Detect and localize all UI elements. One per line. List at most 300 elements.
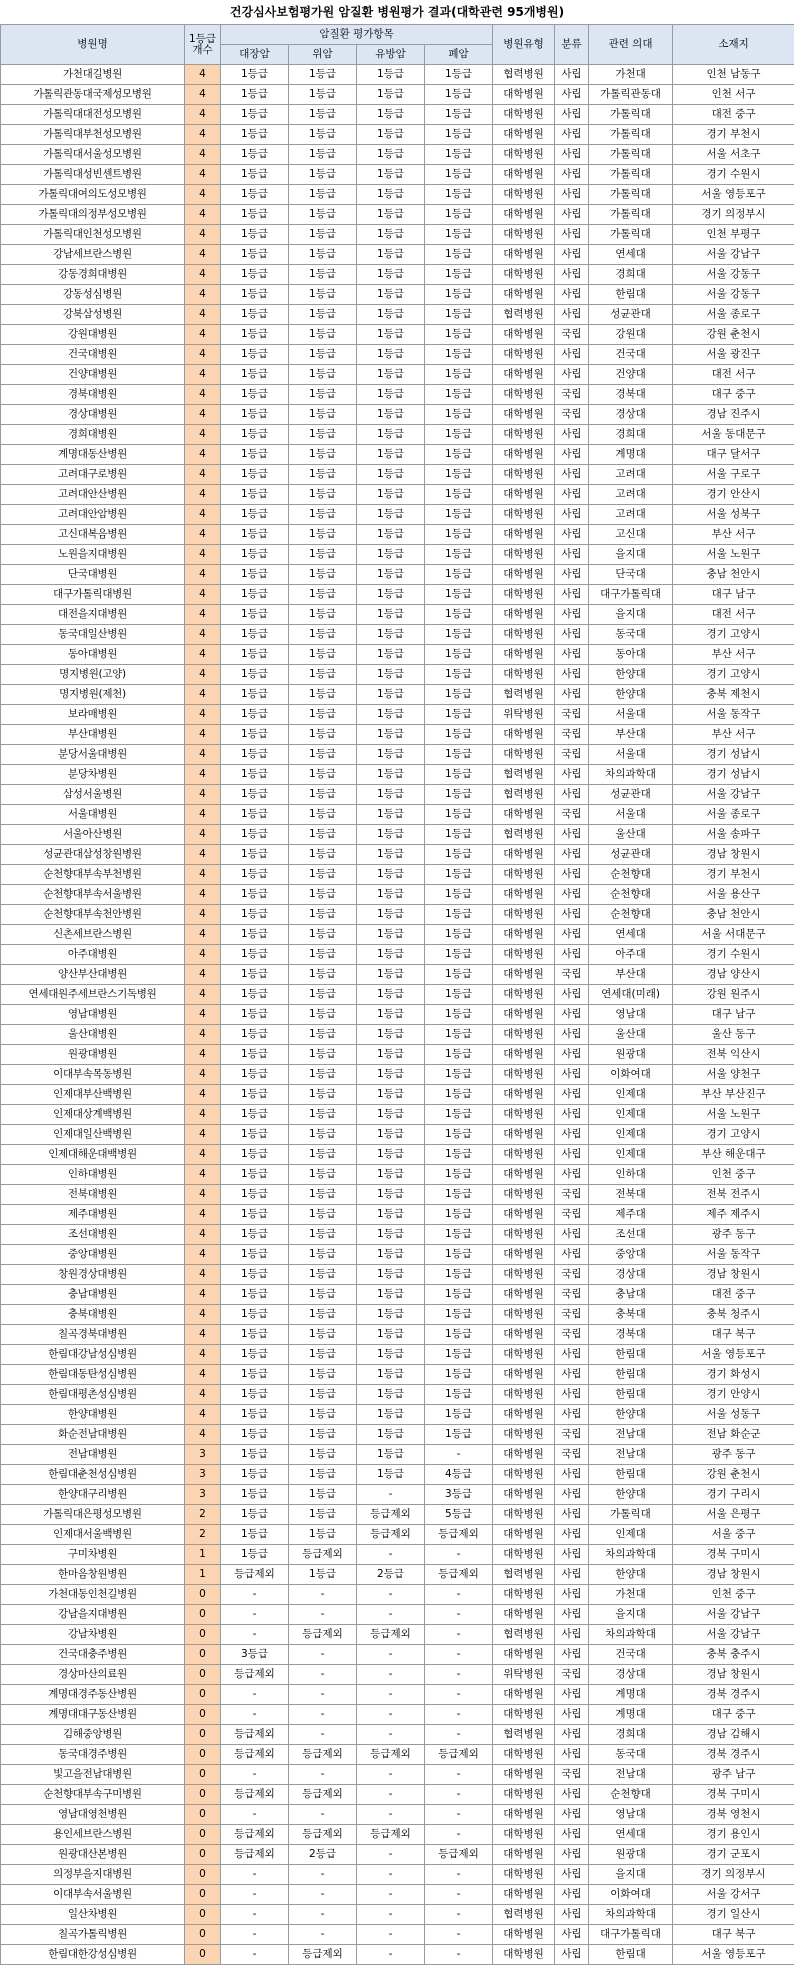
breast-grade-cell: - <box>357 1665 425 1685</box>
location-cell: 대구 북구 <box>673 1325 794 1345</box>
location-cell: 서울 강남구 <box>673 785 794 805</box>
hospital-name-cell: 한림대한강성심병원 <box>1 1945 185 1965</box>
lung-grade-cell: 1등급 <box>425 105 493 125</box>
grade1-count-cell: 4 <box>185 545 221 565</box>
colon-grade-cell: 1등급 <box>221 785 289 805</box>
location-cell: 광주 동구 <box>673 1225 794 1245</box>
grade1-count-cell: 0 <box>185 1625 221 1645</box>
location-cell: 경북 경주시 <box>673 1685 794 1705</box>
lung-grade-cell: 1등급 <box>425 225 493 245</box>
hospital-type-cell: 대학병원 <box>493 105 555 125</box>
stomach-grade-cell: 1등급 <box>289 285 357 305</box>
stomach-grade-cell: 1등급 <box>289 1445 357 1465</box>
grade1-count-cell: 4 <box>185 1425 221 1445</box>
location-cell: 경기 안양시 <box>673 1385 794 1405</box>
hospital-name-cell: 가천대동인천길병원 <box>1 1585 185 1605</box>
breast-grade-cell: - <box>357 1945 425 1965</box>
grade1-count-cell: 4 <box>185 1285 221 1305</box>
stomach-grade-cell: 1등급 <box>289 805 357 825</box>
table-row <box>1 1185 794 1205</box>
lung-grade-cell: 1등급 <box>425 705 493 725</box>
lung-grade-cell: 1등급 <box>425 725 493 745</box>
grade1-count-cell: 0 <box>185 1945 221 1965</box>
category-cell: 사립 <box>555 205 589 225</box>
breast-grade-cell: - <box>357 1585 425 1605</box>
lung-grade-cell: 1등급 <box>425 1145 493 1165</box>
related-college-cell: 경희대 <box>589 265 673 285</box>
hospital-name-cell: 보라매병원 <box>1 705 185 725</box>
breast-grade-cell: 1등급 <box>357 905 425 925</box>
table-row <box>1 1945 794 1965</box>
table-row <box>1 1865 794 1885</box>
colon-grade-cell: 1등급 <box>221 465 289 485</box>
category-cell: 사립 <box>555 585 589 605</box>
table-row <box>1 725 794 745</box>
location-cell: 인천 남동구 <box>673 65 794 85</box>
related-college-cell: 계명대 <box>589 445 673 465</box>
category-cell: 사립 <box>555 425 589 445</box>
table-row <box>1 1405 794 1425</box>
stomach-grade-cell: 1등급 <box>289 505 357 525</box>
related-college-cell: 한림대 <box>589 1385 673 1405</box>
related-college-cell: 경상대 <box>589 1265 673 1285</box>
grade1-count-cell: 4 <box>185 185 221 205</box>
hospital-name-cell: 전남대병원 <box>1 1445 185 1465</box>
header-related-college: 관련 의대 <box>589 25 673 65</box>
hospital-name-cell: 창원경상대병원 <box>1 1265 185 1285</box>
hospital-name-cell: 충북대병원 <box>1 1305 185 1325</box>
lung-grade-cell: 1등급 <box>425 1265 493 1285</box>
hospital-name-cell: 동국대경주병원 <box>1 1745 185 1765</box>
category-cell: 사립 <box>555 1365 589 1385</box>
hospital-name-cell: 순천향대부속천안병원 <box>1 905 185 925</box>
colon-grade-cell: 등급제외 <box>221 1845 289 1865</box>
related-college-cell: 한양대 <box>589 1565 673 1585</box>
grade1-count-cell: 4 <box>185 985 221 1005</box>
hospital-name-cell: 가톨릭대여의도성모병원 <box>1 185 185 205</box>
table-row <box>1 1005 794 1025</box>
hospital-type-cell: 대학병원 <box>493 1525 555 1545</box>
colon-grade-cell: 1등급 <box>221 1145 289 1165</box>
location-cell: 서울 강남구 <box>673 1605 794 1625</box>
hospital-type-cell: 대학병원 <box>493 1165 555 1185</box>
breast-grade-cell: 1등급 <box>357 1025 425 1045</box>
colon-grade-cell: 1등급 <box>221 1465 289 1485</box>
table-row <box>1 425 794 445</box>
stomach-grade-cell: 등급제외 <box>289 1625 357 1645</box>
breast-grade-cell: 1등급 <box>357 665 425 685</box>
location-cell: 경기 안산시 <box>673 485 794 505</box>
colon-grade-cell: 1등급 <box>221 145 289 165</box>
hospital-type-cell: 대학병원 <box>493 725 555 745</box>
location-cell: 경북 영천시 <box>673 1805 794 1825</box>
grade1-count-cell: 4 <box>185 1045 221 1065</box>
related-college-cell: 경상대 <box>589 1665 673 1685</box>
stomach-grade-cell: 1등급 <box>289 1125 357 1145</box>
breast-grade-cell: 1등급 <box>357 265 425 285</box>
colon-grade-cell: - <box>221 1865 289 1885</box>
related-college-cell: 가천대 <box>589 65 673 85</box>
related-college-cell: 조선대 <box>589 1225 673 1245</box>
stomach-grade-cell: 1등급 <box>289 405 357 425</box>
related-college-cell: 연세대 <box>589 925 673 945</box>
breast-grade-cell: 1등급 <box>357 865 425 885</box>
lung-grade-cell: 1등급 <box>425 1345 493 1365</box>
header-grade1-count: 1등급 개수 <box>185 25 221 65</box>
related-college-cell: 인제대 <box>589 1125 673 1145</box>
lung-grade-cell: 1등급 <box>425 925 493 945</box>
table-row <box>1 825 794 845</box>
stomach-grade-cell: 1등급 <box>289 585 357 605</box>
colon-grade-cell: - <box>221 1925 289 1945</box>
breast-grade-cell: 1등급 <box>357 805 425 825</box>
location-cell: 서울 성동구 <box>673 1405 794 1425</box>
hospital-name-cell: 울산대병원 <box>1 1025 185 1045</box>
related-college-cell: 경희대 <box>589 425 673 445</box>
location-cell: 경기 의정부시 <box>673 1865 794 1885</box>
breast-grade-cell: 1등급 <box>357 605 425 625</box>
related-college-cell: 전남대 <box>589 1445 673 1465</box>
related-college-cell: 원광대 <box>589 1845 673 1865</box>
lung-grade-cell: 1등급 <box>425 205 493 225</box>
lung-grade-cell: - <box>425 1885 493 1905</box>
hospital-name-cell: 구미차병원 <box>1 1545 185 1565</box>
hospital-type-cell: 대학병원 <box>493 1425 555 1445</box>
breast-grade-cell: 1등급 <box>357 745 425 765</box>
table-row <box>1 1565 794 1585</box>
stomach-grade-cell: 1등급 <box>289 685 357 705</box>
hospital-type-cell: 대학병원 <box>493 365 555 385</box>
breast-grade-cell: 1등급 <box>357 1045 425 1065</box>
breast-grade-cell: - <box>357 1885 425 1905</box>
lung-grade-cell: 1등급 <box>425 1385 493 1405</box>
grade1-count-cell: 4 <box>185 845 221 865</box>
stomach-grade-cell: 1등급 <box>289 1525 357 1545</box>
hospital-type-cell: 대학병원 <box>493 1045 555 1065</box>
grade1-count-cell: 0 <box>185 1865 221 1885</box>
category-cell: 사립 <box>555 1825 589 1845</box>
grade1-count-cell: 4 <box>185 225 221 245</box>
breast-grade-cell: 1등급 <box>357 1425 425 1445</box>
table-row <box>1 325 794 345</box>
header-lung-cancer: 폐암 <box>425 45 493 65</box>
related-college-cell: 한양대 <box>589 685 673 705</box>
related-college-cell: 건양대 <box>589 365 673 385</box>
colon-grade-cell: 1등급 <box>221 1245 289 1265</box>
hospital-name-cell: 이대부속목동병원 <box>1 1065 185 1085</box>
grade1-count-cell: 4 <box>185 485 221 505</box>
colon-grade-cell: 1등급 <box>221 1125 289 1145</box>
hospital-name-cell: 양산부산대병원 <box>1 965 185 985</box>
related-college-cell: 한양대 <box>589 1405 673 1425</box>
stomach-grade-cell: 1등급 <box>289 1105 357 1125</box>
table-row <box>1 765 794 785</box>
colon-grade-cell: 1등급 <box>221 1445 289 1465</box>
related-college-cell: 대구가톨릭대 <box>589 585 673 605</box>
location-cell: 경기 성남시 <box>673 745 794 765</box>
colon-grade-cell: - <box>221 1605 289 1625</box>
hospital-name-cell: 강남차병원 <box>1 1625 185 1645</box>
category-cell: 사립 <box>555 65 589 85</box>
stomach-grade-cell: - <box>289 1925 357 1945</box>
colon-grade-cell: 1등급 <box>221 665 289 685</box>
colon-grade-cell: 등급제외 <box>221 1665 289 1685</box>
hospital-type-cell: 대학병원 <box>493 1005 555 1025</box>
hospital-type-cell: 협력병원 <box>493 1905 555 1925</box>
colon-grade-cell: 1등급 <box>221 245 289 265</box>
breast-grade-cell: 1등급 <box>357 65 425 85</box>
stomach-grade-cell: 1등급 <box>289 1165 357 1185</box>
table-row <box>1 445 794 465</box>
lung-grade-cell: 1등급 <box>425 65 493 85</box>
stomach-grade-cell: 1등급 <box>289 765 357 785</box>
related-college-cell: 동국대 <box>589 625 673 645</box>
table-row <box>1 1905 794 1925</box>
lung-grade-cell: 1등급 <box>425 245 493 265</box>
hospital-name-cell: 가톨릭대부천성모병원 <box>1 125 185 145</box>
table-row <box>1 245 794 265</box>
grade1-count-cell: 4 <box>185 105 221 125</box>
colon-grade-cell: 1등급 <box>221 885 289 905</box>
table-row <box>1 985 794 1005</box>
related-college-cell: 건국대 <box>589 345 673 365</box>
colon-grade-cell: - <box>221 1705 289 1725</box>
hospital-type-cell: 대학병원 <box>493 85 555 105</box>
grade1-count-cell: 0 <box>185 1885 221 1905</box>
table-row <box>1 1925 794 1945</box>
category-cell: 사립 <box>555 105 589 125</box>
header-colon-cancer: 대장암 <box>221 45 289 65</box>
related-college-cell: 한양대 <box>589 665 673 685</box>
lung-grade-cell: 1등급 <box>425 1025 493 1045</box>
hospital-type-cell: 대학병원 <box>493 625 555 645</box>
location-cell: 경기 구리시 <box>673 1485 794 1505</box>
breast-grade-cell: 1등급 <box>357 885 425 905</box>
table-body <box>1 65 794 1965</box>
hospital-type-cell: 대학병원 <box>493 1945 555 1965</box>
table-row <box>1 1805 794 1825</box>
hospital-name-cell: 일산차병원 <box>1 1905 185 1925</box>
stomach-grade-cell: - <box>289 1865 357 1885</box>
category-cell: 사립 <box>555 645 589 665</box>
related-college-cell: 경상대 <box>589 405 673 425</box>
breast-grade-cell: 등급제외 <box>357 1745 425 1765</box>
hospital-name-cell: 가톨릭대인천성모병원 <box>1 225 185 245</box>
hospital-name-cell: 가톨릭대의정부성모병원 <box>1 205 185 225</box>
grade1-count-cell: 4 <box>185 1005 221 1025</box>
lung-grade-cell: - <box>425 1925 493 1945</box>
stomach-grade-cell: 1등급 <box>289 85 357 105</box>
table-row <box>1 805 794 825</box>
category-cell: 사립 <box>555 145 589 165</box>
grade1-count-cell: 0 <box>185 1685 221 1705</box>
related-college-cell: 충남대 <box>589 1285 673 1305</box>
hospital-type-cell: 대학병원 <box>493 745 555 765</box>
location-cell: 부산 해운대구 <box>673 1145 794 1165</box>
hospital-name-cell: 인제대부산백병원 <box>1 1085 185 1105</box>
lung-grade-cell: 1등급 <box>425 865 493 885</box>
grade1-count-cell: 1 <box>185 1565 221 1585</box>
location-cell: 서울 동대문구 <box>673 425 794 445</box>
grade1-count-cell: 4 <box>185 745 221 765</box>
breast-grade-cell: 1등급 <box>357 925 425 945</box>
grade1-count-cell: 4 <box>185 325 221 345</box>
hospital-type-cell: 대학병원 <box>493 945 555 965</box>
location-cell: 충남 천안시 <box>673 565 794 585</box>
related-college-cell: 을지대 <box>589 1605 673 1625</box>
colon-grade-cell: 1등급 <box>221 525 289 545</box>
grade1-count-cell: 4 <box>185 1205 221 1225</box>
hospital-name-cell: 영남대병원 <box>1 1005 185 1025</box>
colon-grade-cell: 1등급 <box>221 105 289 125</box>
hospital-name-cell: 한림대동탄성심병원 <box>1 1365 185 1385</box>
stomach-grade-cell: - <box>289 1665 357 1685</box>
header-breast-cancer: 유방암 <box>357 45 425 65</box>
related-college-cell: 충북대 <box>589 1305 673 1325</box>
hospital-name-cell: 조선대병원 <box>1 1225 185 1245</box>
stomach-grade-cell: 1등급 <box>289 145 357 165</box>
colon-grade-cell: 1등급 <box>221 1085 289 1105</box>
breast-grade-cell: - <box>357 1605 425 1625</box>
location-cell: 경기 성남시 <box>673 765 794 785</box>
hospital-type-cell: 대학병원 <box>493 925 555 945</box>
stomach-grade-cell: 1등급 <box>289 1205 357 1225</box>
location-cell: 경남 창원시 <box>673 845 794 865</box>
category-cell: 사립 <box>555 1505 589 1525</box>
lung-grade-cell: 1등급 <box>425 565 493 585</box>
related-college-cell: 연세대(미래) <box>589 985 673 1005</box>
related-college-cell: 고신대 <box>589 525 673 545</box>
lung-grade-cell: 1등급 <box>425 665 493 685</box>
colon-grade-cell: - <box>221 1905 289 1925</box>
grade1-count-cell: 4 <box>185 1265 221 1285</box>
table-row <box>1 1205 794 1225</box>
colon-grade-cell: 1등급 <box>221 725 289 745</box>
grade1-count-cell: 0 <box>185 1845 221 1865</box>
table-row <box>1 945 794 965</box>
location-cell: 대구 북구 <box>673 1925 794 1945</box>
breast-grade-cell: 1등급 <box>357 565 425 585</box>
hospital-type-cell: 협력병원 <box>493 65 555 85</box>
breast-grade-cell: 1등급 <box>357 1385 425 1405</box>
category-cell: 사립 <box>555 1045 589 1065</box>
grade1-count-cell: 4 <box>185 1125 221 1145</box>
related-college-cell: 순천향대 <box>589 865 673 885</box>
lung-grade-cell: - <box>425 1785 493 1805</box>
hospital-type-cell: 대학병원 <box>493 605 555 625</box>
location-cell: 대구 중구 <box>673 385 794 405</box>
table-row <box>1 645 794 665</box>
hospital-name-cell: 가톨릭대서울성모병원 <box>1 145 185 165</box>
hospital-name-cell: 용인세브란스병원 <box>1 1825 185 1845</box>
grade1-count-cell: 1 <box>185 1545 221 1565</box>
lung-grade-cell: 1등급 <box>425 345 493 365</box>
hospital-name-cell: 건국대충주병원 <box>1 1645 185 1665</box>
related-college-cell: 연세대 <box>589 1825 673 1845</box>
category-cell: 사립 <box>555 605 589 625</box>
hospital-name-cell: 중앙대병원 <box>1 1245 185 1265</box>
category-cell: 사립 <box>555 1465 589 1485</box>
grade1-count-cell: 4 <box>185 1065 221 1085</box>
category-cell: 국립 <box>555 405 589 425</box>
category-cell: 사립 <box>555 1085 589 1105</box>
stomach-grade-cell: 1등급 <box>289 785 357 805</box>
stomach-grade-cell: 1등급 <box>289 1065 357 1085</box>
breast-grade-cell: 1등급 <box>357 105 425 125</box>
lung-grade-cell: 1등급 <box>425 765 493 785</box>
stomach-grade-cell: 1등급 <box>289 945 357 965</box>
stomach-grade-cell: 1등급 <box>289 625 357 645</box>
lung-grade-cell: - <box>425 1865 493 1885</box>
location-cell: 인천 중구 <box>673 1165 794 1185</box>
breast-grade-cell: 1등급 <box>357 365 425 385</box>
table-row <box>1 1585 794 1605</box>
location-cell: 서울 중구 <box>673 1525 794 1545</box>
hospital-name-cell: 고려대구로병원 <box>1 465 185 485</box>
related-college-cell: 가톨릭대 <box>589 185 673 205</box>
table-row <box>1 1165 794 1185</box>
related-college-cell: 울산대 <box>589 1025 673 1045</box>
location-cell: 경북 구미시 <box>673 1545 794 1565</box>
hospital-name-cell: 강동성심병원 <box>1 285 185 305</box>
table-row <box>1 1425 794 1445</box>
grade1-count-cell: 4 <box>185 965 221 985</box>
breast-grade-cell: 1등급 <box>357 545 425 565</box>
breast-grade-cell: 1등급 <box>357 585 425 605</box>
hospital-name-cell: 가톨릭대은평성모병원 <box>1 1505 185 1525</box>
breast-grade-cell: 1등급 <box>357 305 425 325</box>
table-row <box>1 605 794 625</box>
lung-grade-cell: 1등급 <box>425 645 493 665</box>
table-row <box>1 285 794 305</box>
stomach-grade-cell: 1등급 <box>289 485 357 505</box>
stomach-grade-cell: 1등급 <box>289 1405 357 1425</box>
related-college-cell: 이화여대 <box>589 1885 673 1905</box>
category-cell: 국립 <box>555 1765 589 1785</box>
grade1-count-cell: 4 <box>185 865 221 885</box>
hospital-name-cell: 삼성서울병원 <box>1 785 185 805</box>
hospital-type-cell: 대학병원 <box>493 185 555 205</box>
colon-grade-cell: 1등급 <box>221 845 289 865</box>
stomach-grade-cell: - <box>289 1705 357 1725</box>
location-cell: 대구 남구 <box>673 585 794 605</box>
location-cell: 서울 노원구 <box>673 545 794 565</box>
hospital-name-cell: 이대부속서울병원 <box>1 1885 185 1905</box>
location-cell: 경남 진주시 <box>673 405 794 425</box>
location-cell: 부산 서구 <box>673 645 794 665</box>
table-row <box>1 525 794 545</box>
hospital-name-cell: 단국대병원 <box>1 565 185 585</box>
category-cell: 사립 <box>555 925 589 945</box>
breast-grade-cell: 1등급 <box>357 1305 425 1325</box>
table-row <box>1 1765 794 1785</box>
hospital-type-cell: 대학병원 <box>493 1285 555 1305</box>
category-cell: 사립 <box>555 1925 589 1945</box>
hospital-name-cell: 동아대병원 <box>1 645 185 665</box>
table-row <box>1 1085 794 1105</box>
breast-grade-cell: 1등급 <box>357 705 425 725</box>
grade1-count-cell: 0 <box>185 1785 221 1805</box>
colon-grade-cell: 1등급 <box>221 625 289 645</box>
grade1-count-cell: 4 <box>185 1385 221 1405</box>
grade1-count-cell: 2 <box>185 1525 221 1545</box>
related-college-cell: 전남대 <box>589 1425 673 1445</box>
lung-grade-cell: 1등급 <box>425 425 493 445</box>
table-row <box>1 1785 794 1805</box>
lung-grade-cell: 등급제외 <box>425 1565 493 1585</box>
lung-grade-cell: 1등급 <box>425 265 493 285</box>
category-cell: 사립 <box>555 1485 589 1505</box>
